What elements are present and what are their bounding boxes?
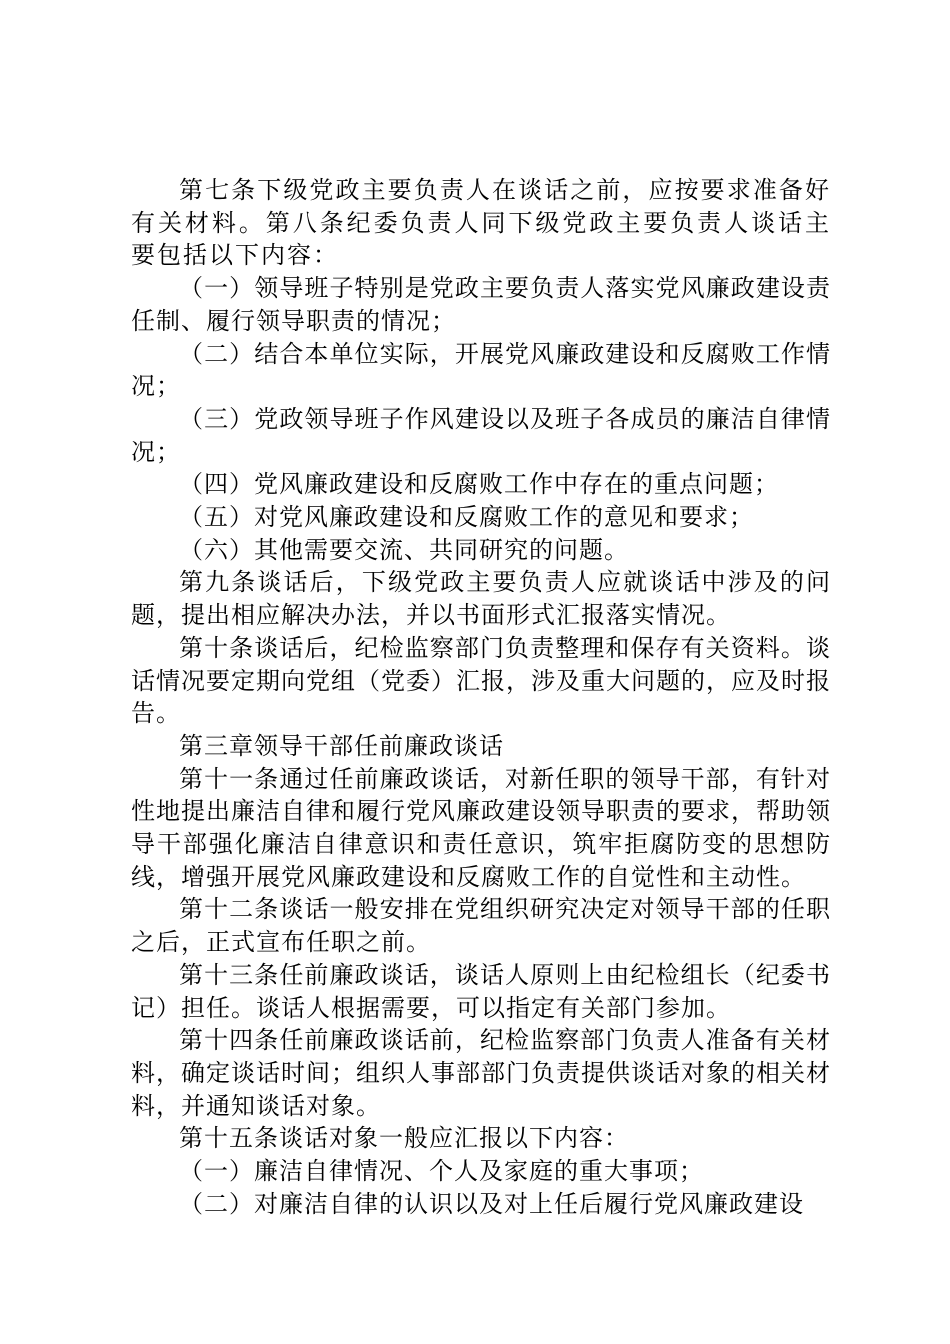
chapter-heading: 第三章领导干部任前廉政谈话	[179, 731, 504, 760]
list-item-1: （一）领导班子特别是党政主要负责人落实党风廉政建设责任制、履行领导职责的情况；	[131, 274, 831, 335]
document-page	[131, 174, 831, 1221]
list-item-15-1: （一）廉洁自律情况、个人及家庭的重大事项；	[179, 1157, 704, 1186]
paragraph-article-9: 第九条谈话后，下级党政主要负责人应就谈话中涉及的问题，提出相应解决办法，并以书面形式汇报落实情况。	[131, 568, 831, 630]
list-item-4: （四）党风廉政建设和反腐败工作中存在的重点问题；	[179, 470, 779, 499]
list-item-15-2: （二）对廉洁自律的认识以及对上任后履行党风廉政建设	[179, 1189, 804, 1218]
paragraph-article-15: 第十五条谈话对象一般应汇报以下内容：	[179, 1124, 629, 1153]
list-item-5: （五）对党风廉政建设和反腐败工作的意见和要求；	[179, 503, 754, 532]
paragraph-article-10: 第十条谈话后，纪检监察部门负责整理和保存有关资料。谈话情况要定期向党组（党委）汇报，涉及重大问题的，应及时报告。	[131, 633, 831, 728]
paragraph-article-12: 第十二条谈话一般安排在党组织研究决定对领导干部的任职之后，正式宣布任职之前。	[131, 895, 831, 957]
list-item-2: （二）结合本单位实际，开展党风廉政建设和反腐败工作情况；	[131, 339, 831, 401]
paragraph-article-13: 第十三条任前廉政谈话，谈话人原则上由纪检组长（纪委书记）担任。谈话人根据需要，可以指定有关部门参加。	[131, 960, 831, 1022]
paragraph-article-7-8: 第七条下级党政主要负责人在谈话之前，应按要求准备好有关材料。第八条纪委负责人同下级党政主要负责人谈话主要包括以下内容：	[131, 176, 831, 270]
paragraph-article-11: 第十一条通过任前廉政谈话，对新任职的领导干部，有针对性地提出廉洁自律和履行党风廉政建设领导职责的要求，帮助领导干部强化廉洁自律意识和责任意识，筑牢拒腐防变的思想防线，增强开展党风廉政建设和反腐败工作的自觉性和主动性。	[131, 764, 831, 891]
list-item-3: （三）党政领导班子作风建设以及班子各成员的廉洁自律情况；	[131, 404, 831, 466]
paragraph-article-14: 第十四条任前廉政谈话前，纪检监察部门负责人准备有关材料，确定谈话时间；组织人事部部门负责提供谈话对象的相关材料，并通知谈话对象。	[131, 1026, 831, 1120]
list-item-6: （六）其他需要交流、共同研究的问题。	[179, 535, 629, 564]
